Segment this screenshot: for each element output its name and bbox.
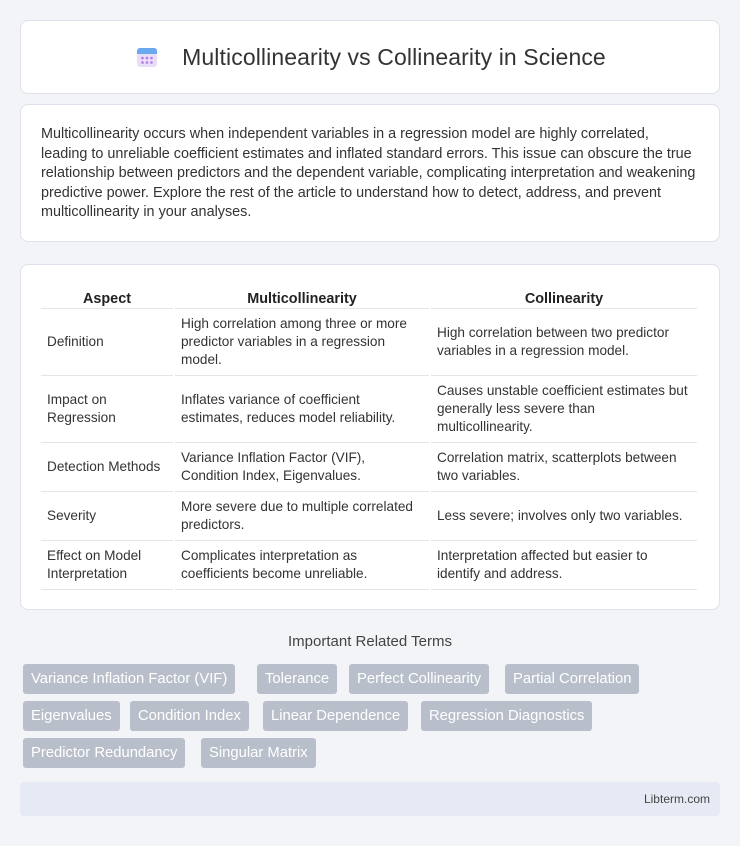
table-row [41, 376, 697, 443]
related-term-tag[interactable]: Singular Matrix [201, 738, 316, 768]
cell-aspect: Impact on Regression [41, 376, 173, 443]
calendar-icon [134, 44, 160, 70]
related-term-tag[interactable]: Tolerance [257, 664, 337, 694]
related-term-tag[interactable]: Condition Index [130, 701, 249, 731]
related-term-tag[interactable]: Variance Inflation Factor (VIF) [23, 664, 235, 694]
title-card [20, 20, 720, 94]
cell-multicollinearity: Inflates variance of coefficient estimates, reduces model reliability. [175, 376, 429, 443]
comparison-table [39, 285, 699, 590]
header-aspect: Aspect [41, 285, 173, 309]
related-term-tag[interactable]: Eigenvalues [23, 701, 120, 731]
related-terms-title: Important Related Terms [288, 633, 452, 650]
cell-multicollinearity: Complicates interpretation as coefficients become unreliable. [175, 541, 429, 590]
cell-aspect: Effect on Model Interpretation [41, 541, 173, 590]
related-term-tag[interactable]: Linear Dependence [263, 701, 408, 731]
page-title: Multicollinearity vs Collinearity in Science [182, 43, 606, 70]
table-row [41, 443, 697, 492]
table-row [41, 492, 697, 541]
table-header-row [41, 285, 697, 309]
cell-aspect: Severity [41, 492, 173, 541]
header-collinearity: Collinearity [431, 285, 697, 309]
related-term-tag[interactable]: Regression Diagnostics [421, 701, 592, 731]
cell-collinearity: Causes unstable coefficient estimates but generally less severe than multicollinearity. [431, 376, 697, 443]
cell-aspect: Definition [41, 309, 173, 376]
footer-bar [20, 782, 720, 816]
related-term-tag[interactable]: Perfect Collinearity [349, 664, 489, 694]
cell-multicollinearity: Variance Inflation Factor (VIF), Condition Index, Eigenvalues. [175, 443, 429, 492]
related-term-tag[interactable]: Partial Correlation [505, 664, 639, 694]
comparison-card [20, 264, 720, 610]
cell-collinearity: High correlation between two predictor variables in a regression model. [431, 309, 697, 376]
cell-aspect: Detection Methods [41, 443, 173, 492]
cell-collinearity: Less severe; involves only two variables. [431, 492, 697, 541]
footer-brand[interactable]: Libterm.com [643, 792, 710, 806]
cell-collinearity: Interpretation affected but easier to identify and address. [431, 541, 697, 590]
cell-collinearity: Correlation matrix, scatterplots between two variables. [431, 443, 697, 492]
intro-text: Multicollinearity occurs when independent variables in a regression model are highly correlated, leading to unreliable coefficient estimates and inflated standard errors. This issue can obscure the true relationship between predictors and the dependent variable, complicating interpretation and weakening predictive power. Explore the rest of the article to understand how to detect, address, and prevent multicollinearity in your analyses. [41, 126, 696, 221]
table-row [41, 309, 697, 376]
intro-card [20, 104, 720, 242]
header-multicollinearity: Multicollinearity [175, 285, 429, 309]
cell-multicollinearity: More severe due to multiple correlated predictors. [175, 492, 429, 541]
cell-multicollinearity: High correlation among three or more predictor variables in a regression model. [175, 309, 429, 376]
related-term-tag[interactable]: Predictor Redundancy [23, 738, 185, 768]
table-row [41, 541, 697, 590]
